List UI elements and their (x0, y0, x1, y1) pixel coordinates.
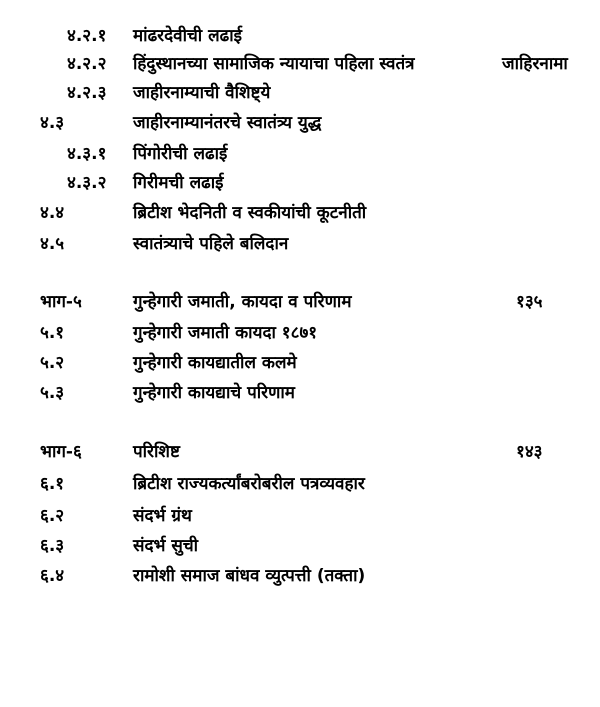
entry-number: ४.३ (40, 113, 65, 133)
entry-number: ४.३.२ (67, 173, 107, 193)
part-title: गुन्हेगारी जमाती, कायदा व परिणाम (133, 292, 352, 312)
entry-number: ४.२.२ (67, 54, 107, 74)
toc-entry-4-3 (0, 108, 600, 138)
toc-part-5 (0, 287, 600, 317)
entry-number: ६.३ (40, 536, 65, 556)
toc-entry-4-5 (0, 229, 600, 259)
entry-number: ४.२.१ (67, 26, 107, 46)
entry-title: संदर्भ सुची (133, 536, 199, 556)
entry-number: ६.२ (40, 506, 65, 526)
toc-entry-4-2-2 (0, 49, 600, 79)
entry-title: संदर्भ ग्रंथ (133, 506, 192, 526)
entry-title: ब्रिटीश भेदनिती व स्वकीयांची कूटनीती (133, 203, 367, 223)
toc-entry-6-2 (0, 501, 600, 531)
toc-entry-5-2 (0, 348, 600, 378)
part-number: भाग-५ (40, 292, 82, 312)
entry-title: स्वातंत्र्याचे पहिले बलिदान (133, 234, 289, 254)
entry-title: गुन्हेगारी जमाती कायदा १८७१ (133, 323, 318, 343)
toc-entry-5-3 (0, 378, 600, 408)
entry-title: ब्रिटीश राज्यकर्त्यांबरोबरील पत्रव्यवहार (133, 474, 365, 494)
entry-title: मांढरदेवीची लढाई (133, 26, 242, 46)
entry-number: ४.४ (40, 203, 65, 223)
part-title: परिशिष्ट (133, 442, 180, 462)
entry-number: ६.१ (40, 474, 65, 494)
part-number: भाग-६ (40, 442, 82, 462)
toc-entry-4-3-2 (0, 168, 600, 198)
entry-title: जाहीरनाम्यानंतरचे स्वातंत्र्य युद्ध (133, 113, 322, 133)
entry-title: गुन्हेगारी कायद्याचे परिणाम (133, 383, 295, 403)
toc-entry-6-1 (0, 469, 600, 499)
entry-number: ४.३.१ (67, 144, 107, 164)
entry-number: ५.१ (40, 323, 65, 343)
entry-title: गुन्हेगारी कायद्यातील कलमे (133, 353, 297, 373)
page-number: १४३ (516, 442, 543, 462)
entry-title: जाहीरनाम्याची वैशिष्ट्ये (133, 83, 271, 103)
toc-entry-4-3-1 (0, 139, 600, 169)
page-number: १३५ (516, 292, 543, 312)
entry-number: ५.३ (40, 383, 65, 403)
entry-title: रामोशी समाज बांधव व्युत्पत्ती (तक्ता) (133, 566, 366, 586)
entry-title-continuation: जाहिरनामा (502, 54, 568, 74)
toc-entry-5-1 (0, 318, 600, 348)
toc-entry-6-4 (0, 561, 600, 591)
entry-number: ४.५ (40, 234, 65, 254)
toc-entry-6-3 (0, 531, 600, 561)
entry-title: पिंगोरीची लढाई (133, 144, 228, 164)
entry-number: ५.२ (40, 353, 65, 373)
toc-part-6 (0, 437, 600, 467)
entry-number: ६.४ (40, 566, 65, 586)
entry-title: हिंदुस्थानच्या सामाजिक न्यायाचा पहिला स्वतंत्र (133, 54, 415, 74)
entry-title: गिरीमची लढाई (133, 173, 224, 193)
toc-entry-4-2-3 (0, 78, 600, 108)
entry-number: ४.२.३ (67, 83, 107, 103)
toc-entry-4-2-1 (0, 21, 600, 51)
toc-entry-4-4 (0, 198, 600, 228)
